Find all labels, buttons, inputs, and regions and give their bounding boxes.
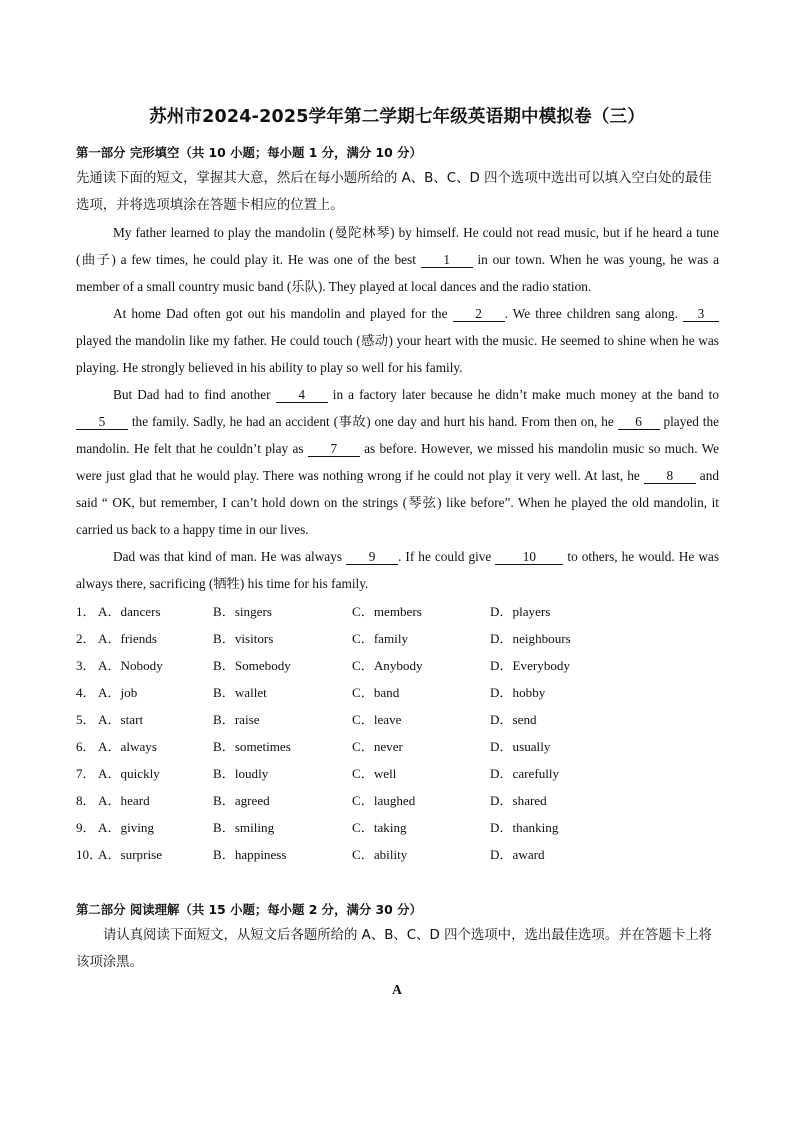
answer-options [76,598,716,868]
question-number: 2． [76,631,96,646]
question-number: 7． [76,766,96,781]
question-number: 6． [76,739,96,754]
option-c: C．Anybody [352,658,423,673]
option-d: D．usually [490,739,551,754]
option-c: C．members [352,604,422,619]
option-c: C．leave [352,712,402,727]
blank-10: 10 [495,549,563,565]
passage-paragraph-2 [76,300,719,381]
part2-heading: 第二部分 阅读理解（共 15 小题；每小题 2 分，满分 30 分） [76,902,422,917]
question-number: 10． [76,847,103,862]
question-number: 9． [76,820,96,835]
option-a: A．dancers [98,604,161,619]
exam-title: 苏州市2024-2025学年第二学期七年级英语期中模拟卷（三） [149,107,645,127]
reading-section-letter: A [392,982,402,997]
option-b: B．raise [213,712,260,727]
option-a: A．surprise [98,847,163,862]
option-a: A．friends [98,631,157,646]
option-row [76,652,716,679]
passage-text: . We three children sang along. [504,306,683,321]
passage-paragraph-1 [76,219,719,300]
passage-text: played the mandolin like my father. He could touch (感动) your heart with the music. He seemed to shine when he was playing. He strongly believed in his ability to play so well for his family. [76,333,719,375]
blank-3: 3 [683,306,719,322]
question-number: 1． [76,604,96,619]
passage-text: Dad was that kind of man. He was always [113,549,347,564]
option-b: B．singers [213,604,272,619]
option-a: A．always [98,739,157,754]
passage-text: the family. Sadly, he had an accident (事故) one day and hurt his hand. From then on, he [128,414,618,429]
option-a: A．job [98,685,138,700]
option-row [76,841,716,868]
passage-text: . If he could give [398,549,496,564]
passage-text: My father learned to play the mandolin (曼陀林琴) by himself. He could not read music, but if he heard a tune (曲子) a few times, he could play it. He was one of the best [76,225,719,267]
passage-text: to others, he would. He was always there, sacrificing (牺牲) his time for his family. [76,549,719,591]
option-row [76,706,716,733]
option-a: A．heard [98,793,150,808]
blank-2: 2 [453,306,505,322]
passage-text: and said “ OK, but remember, I can’t hold down on the strings (琴弦) like before”. When he played the old mandolin, it carried us back to a happy time in our lives. [76,468,720,537]
passage-text: in a factory later because he didn’t make much money at the band to [327,387,719,402]
passage-text: But Dad had to find another [113,387,276,402]
question-number: 4． [76,685,96,700]
option-d: D．send [490,712,537,727]
part2-instruction: 请认真阅读下面短文，从短文后各题所给的 A、B、C、D 四个选项中，选出最佳选项。并在答题卡上将该项涂黑。 [76,928,712,970]
option-row [76,814,716,841]
passage-text: as before. However, we missed his mandolin music so much. We were just glad that he would play. There was nothing wrong if he could not play it very well. At last, he [76,441,719,483]
question-number: 8． [76,793,96,808]
option-d: D．hobby [490,685,546,700]
blank-5: 5 [76,414,128,430]
blank-9: 9 [346,549,398,565]
option-c: C．taking [352,820,407,835]
passage-text: played the mandolin. He felt that he couldn’t play as [76,414,719,456]
option-d: D．thanking [490,820,559,835]
option-row [76,679,716,706]
blank-8: 8 [644,468,696,484]
option-a: A．Nobody [98,658,163,673]
option-b: B．Somebody [213,658,291,673]
option-c: C．well [352,766,397,781]
option-c: C．laughed [352,793,416,808]
blank-6: 6 [618,414,660,430]
passage-paragraph-3 [76,381,719,543]
option-b: B．wallet [213,685,267,700]
option-b: B．visitors [213,631,274,646]
option-d: D．shared [490,793,547,808]
part1-instruction: 先通读下面的短文，掌握其大意，然后在每小题所给的 A、B、C、D 四个选项中选出可以填入空白处的最佳选项，并将选项填涂在答题卡相应的位置上。 [76,171,712,213]
option-c: C．family [352,631,409,646]
option-d: D．neighbours [490,631,571,646]
passage-text: At home Dad often got out his mandolin and played for the [113,306,453,321]
part1-heading: 第一部分 完形填空（共 10 小题；每小题 1 分，满分 10 分） [76,145,422,160]
option-b: B．happiness [213,847,287,862]
option-b: B．loudly [213,766,269,781]
option-c: C．never [352,739,403,754]
question-number: 3． [76,658,96,673]
option-row [76,598,716,625]
option-b: B．agreed [213,793,270,808]
question-number: 5． [76,712,96,727]
option-c: C．ability [352,847,408,862]
blank-7: 7 [308,441,360,457]
blank-1: 1 [421,252,473,268]
passage-text: in our town. When he was young, he was a member of a small country music band (乐队). They played at local dances and the radio station. [76,252,719,294]
option-c: C．band [352,685,400,700]
option-b: B．smiling [213,820,275,835]
option-row [76,733,716,760]
passage-paragraph-4 [76,543,719,597]
blank-4: 4 [276,387,328,403]
option-d: D．players [490,604,551,619]
option-a: A．quickly [98,766,160,781]
option-row [76,760,716,787]
option-d: D．carefully [490,766,560,781]
option-b: B．sometimes [213,739,291,754]
option-a: A．giving [98,820,155,835]
option-row [76,625,716,652]
option-a: A．start [98,712,144,727]
option-d: D．Everybody [490,658,571,673]
option-row [76,787,716,814]
option-d: D．award [490,847,545,862]
